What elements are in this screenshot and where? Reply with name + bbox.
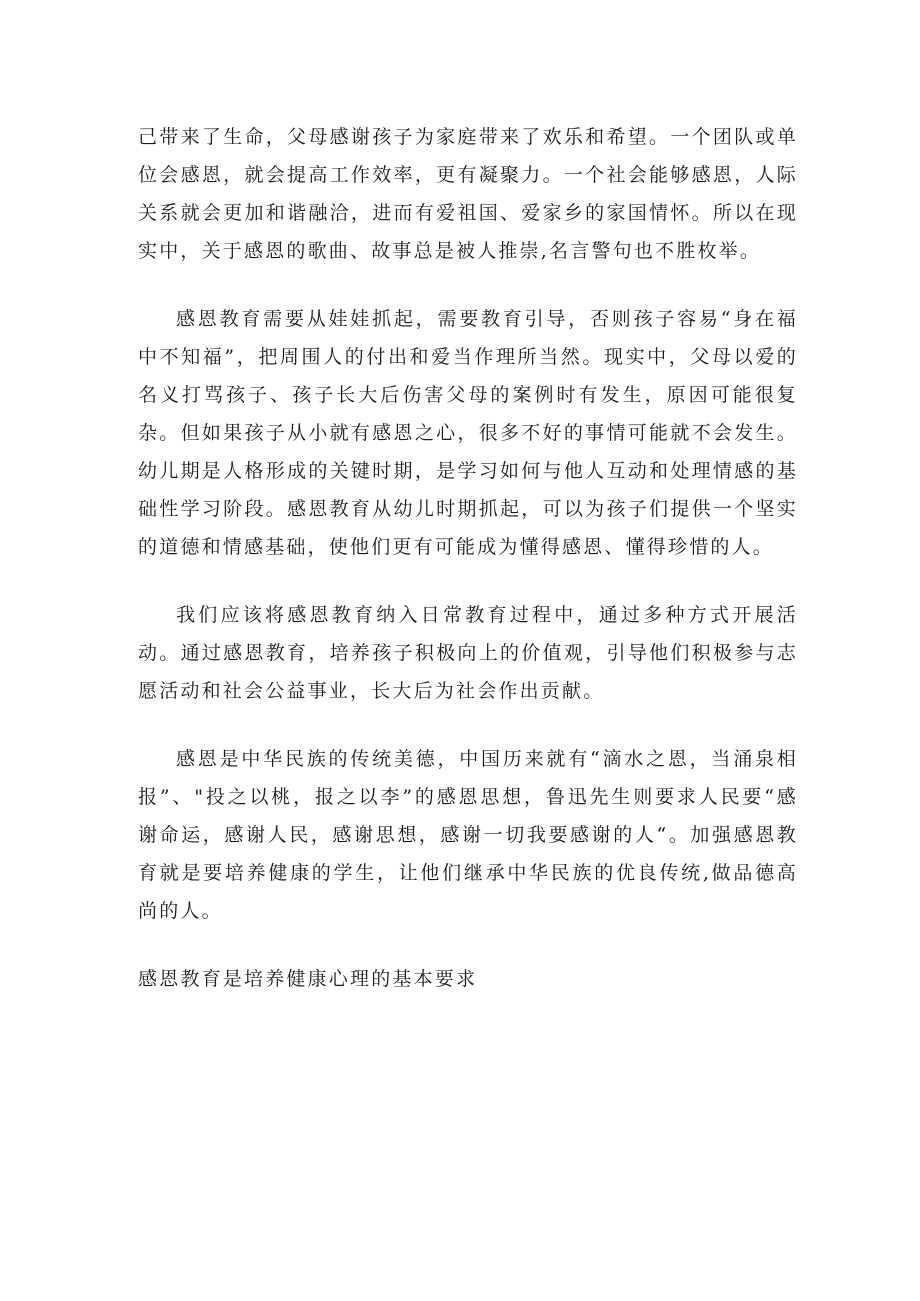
paragraph-daily-education: 我们应该将感恩教育纳入日常教育过程中，通过多种方式开展活动。通过感恩教育，培养孩子积极向上的价值观，引导他们积极参与志愿活动和社会公益事业，长大后为社会作出贡献。 [138, 604, 798, 702]
paragraph-traditional-virtue: 感恩是中华民族的传统美德，中国历来就有“滴水之恩，当涌泉相报”、"投之以桃，报之以李”的感恩思想，鲁迅先生则要求人民要“感谢命运，感谢人民，感谢思想，感谢一切我要感谢的人“。加强感恩教育就是要培养健康的学生，让他们继承中华民族的优良传统,做品德高尚的人。 [138, 748, 798, 922]
paragraph-early-education: 感恩教育需要从娃娃抓起，需要教育引导，否则孩子容易“身在福中不知福”，把周围人的付出和爱当作理所当然。现实中，父母以爱的名义打骂孩子、孩子长大后伤害父母的案例时有发生，原因可能很复杂。但如果孩子从小就有感恩之心，很多不好的事情可能就不会发生。幼儿期是人格形成的关键时期，是学习如何与他人互动和处理情感的基础性学习阶段。感恩教育从幼儿时期抓起，可以为孩子们提供一个坚实的道德和情感基础，使他们更有可能成为懂得感恩、懂得珍惜的人。 [138, 308, 798, 558]
section-heading: 感恩教育是培养健康心理的基本要求 [138, 968, 478, 990]
paragraph-continued: 己带来了生命，父母感谢孩子为家庭带来了欢乐和希望。一个团队或单位会感恩，就会提高工作效率，更有凝聚力。一个社会能够感恩，人际关系就会更加和谐融洽，进而有爱祖国、爱家乡的家国情怀。所以在现实中，关于感恩的歌曲、故事总是被人推崇,名言警句也不胜枚举。 [138, 126, 798, 262]
document-body [138, 118, 798, 998]
